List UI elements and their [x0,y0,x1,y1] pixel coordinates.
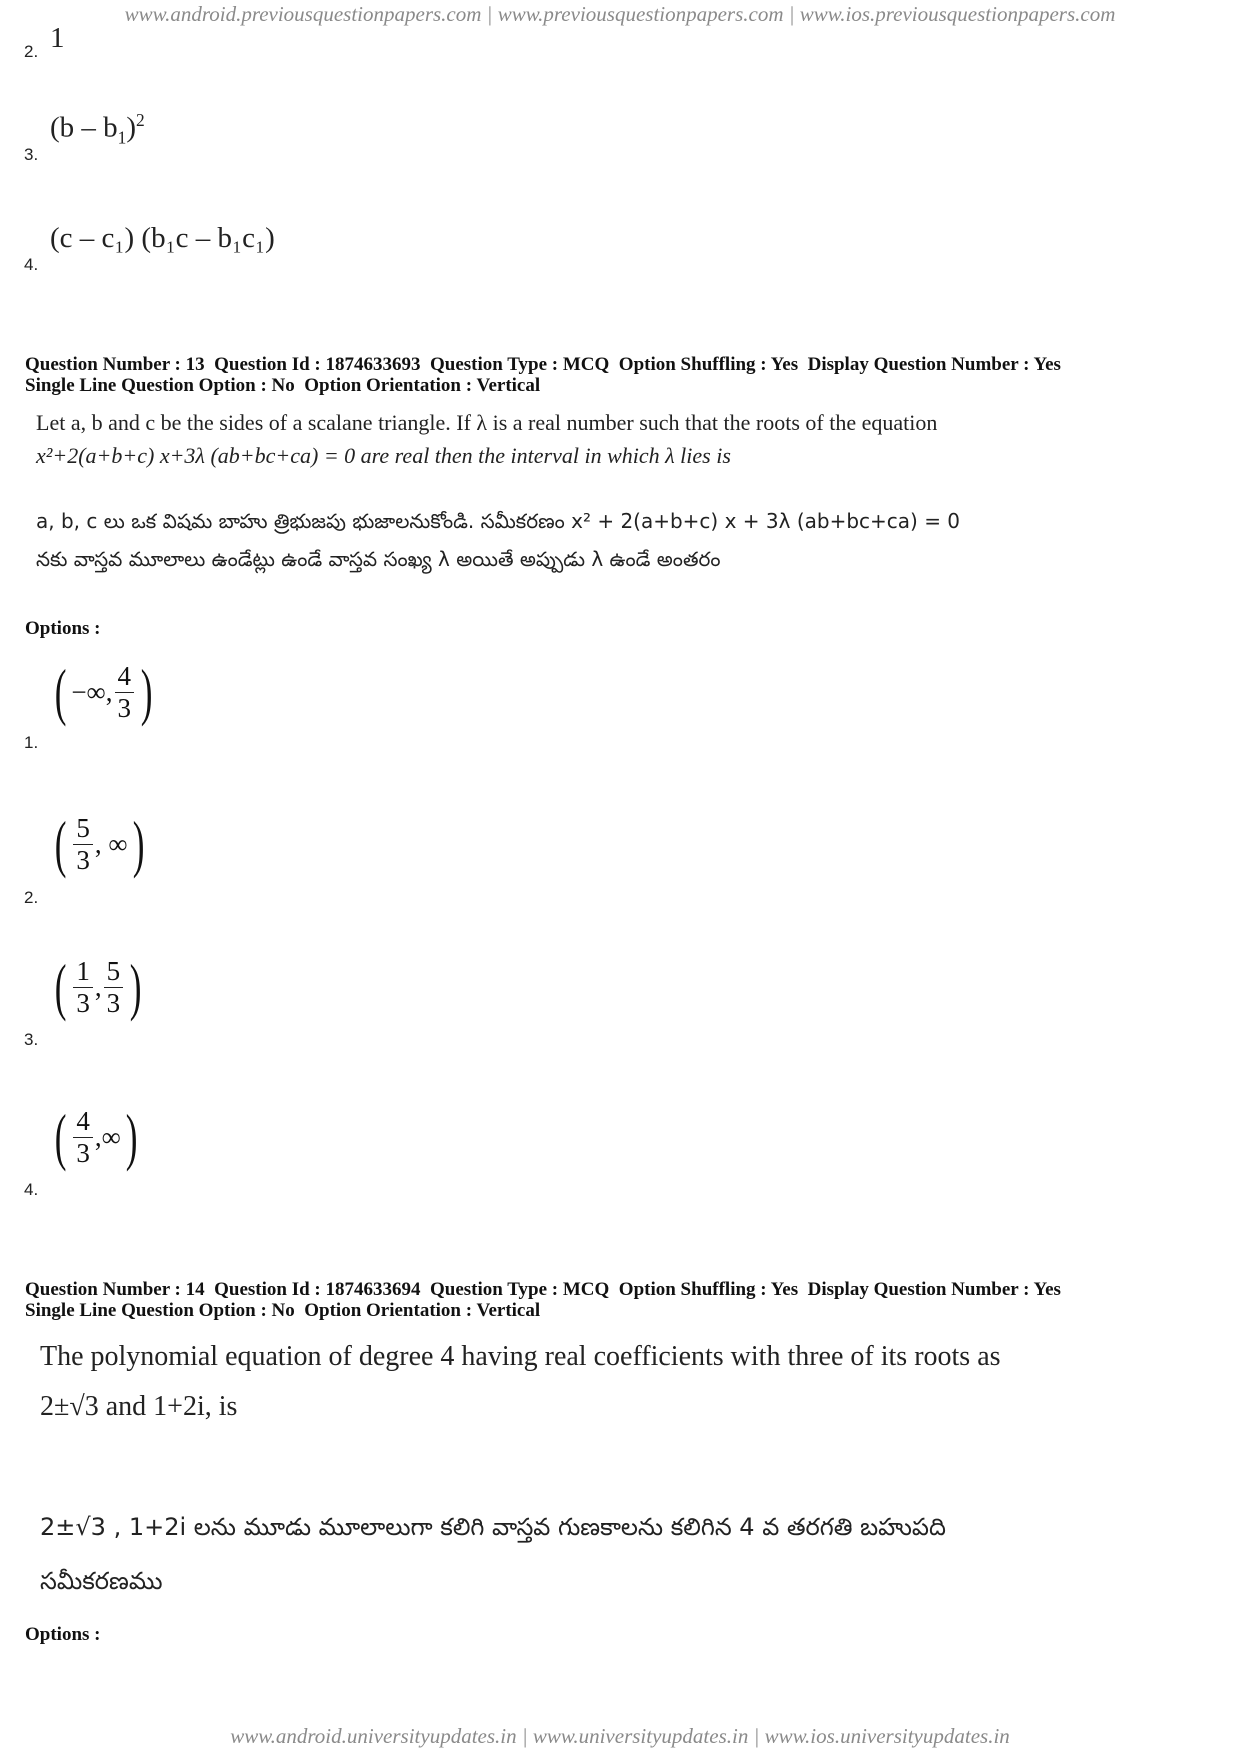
fraction [115,660,135,723]
option-number: 2. [24,888,39,907]
option-superscript: 2 [136,110,145,130]
fraction [73,1105,93,1168]
option-subscript: 1 [117,127,127,148]
interval-separator: , [94,971,102,1002]
question-text-line: 2±√3 , 1+2i లను మూడు మూలాలుగా కలిగి వాస్తవ గుణకాలను కలిగిన 4 వ తరగతి బహుపది [40,1513,946,1541]
denominator: 3 [76,844,90,875]
option-number: 4. [24,255,39,274]
question-text-english [36,406,937,472]
denominator: 3 [106,987,121,1018]
question-text-english [40,1332,1001,1432]
option-close: ) [126,111,137,144]
question-text-line: సమీకరణము [40,1567,163,1595]
paren-open: ( [54,1101,67,1172]
paren-open: ( [54,951,67,1022]
denominator: 3 [76,1137,90,1168]
fraction [104,955,124,1018]
paren-close: ) [125,1101,138,1172]
fraction [73,812,93,875]
question-text-telugu [40,1500,946,1608]
numerator: 5 [104,958,124,988]
question-meta-line1: Question Number : 14 Question Id : 1874633694 Question Type : MCQ Option Shuffling : Yes Display Question Number : Yes [25,1279,1061,1300]
denominator: 3 [117,692,132,723]
option-value [50,110,145,148]
watermark-bottom: www.android.universityupdates.in | www.universityupdates.in | www.ios.universityupdates.in [230,1724,1010,1748]
question-text-line: x²+2(a+b+c) x+3λ (ab+bc+ca) = 0 are real then the interval in which λ lies is [36,443,731,468]
numerator: 4 [73,1108,93,1138]
option-interval [50,808,149,879]
option-number: 4. [24,1180,39,1199]
fraction [73,955,93,1018]
option-base: (b – b [50,111,118,144]
paren-close: ) [140,656,153,727]
question-meta-line2: Single Line Question Option : No Option Orientation : Vertical [25,1300,541,1321]
denominator: 3 [76,987,90,1018]
interval-left: −∞, [71,676,113,707]
question-text-telugu [36,502,960,578]
interval-right: ,∞ [94,1121,121,1152]
question-text-line: 2±√3 and 1+2i, is [40,1391,238,1422]
option-number: 3. [24,1030,39,1049]
question-text-line: Let a, b and c be the sides of a scalane triangle. If λ is a real number such that the roots of the equation [36,410,938,435]
option-interval [50,1101,142,1172]
question-meta-line1: Question Number : 13 Question Id : 1874633693 Question Type : MCQ Option Shuffling : Yes Display Question Number : Yes [25,354,1061,375]
numerator: 5 [73,815,93,845]
question-text-line: నకు వాస్తవ మూలాలు ఉండేట్లు ఉండే వాస్తవ సంఖ్య λ అయితే అప్పుడు λ ఉండే అంతరం [36,547,721,571]
numerator: 4 [115,663,135,693]
question-text-line: The polynomial equation of degree 4 having real coefficients with three of its roots as [40,1341,1001,1372]
option-number: 1. [24,733,39,752]
paren-close: ) [129,951,142,1022]
question-text-line: a, b, c లు ఒక విషమ బాహు త్రిభుజపు భుజాలనుకోండి. సమీకరణం x² + 2(a+b+c) x + 3λ (ab+bc+ca) = 0 [36,509,961,533]
option-number: 2. [24,42,39,61]
paren-close: ) [132,808,145,879]
numerator: 1 [73,958,93,988]
interval-right: , ∞ [94,828,128,859]
option-value: 1 [50,22,65,54]
option-value: (c – c₁) (b₁c – b₁c₁) [50,222,275,254]
question-meta-line2: Single Line Question Option : No Option Orientation : Vertical [25,375,541,396]
option-interval [50,656,157,727]
paren-open: ( [54,808,67,879]
option-interval [50,951,146,1022]
paren-open: ( [54,656,67,727]
options-label: Options : [25,618,101,639]
option-number: 3. [24,145,39,164]
watermark-top: www.android.previousquestionpapers.com | www.previousquestionpapers.com | www.ios.previousquestionpapers.com [124,2,1116,26]
options-label: Options : [25,1624,101,1645]
